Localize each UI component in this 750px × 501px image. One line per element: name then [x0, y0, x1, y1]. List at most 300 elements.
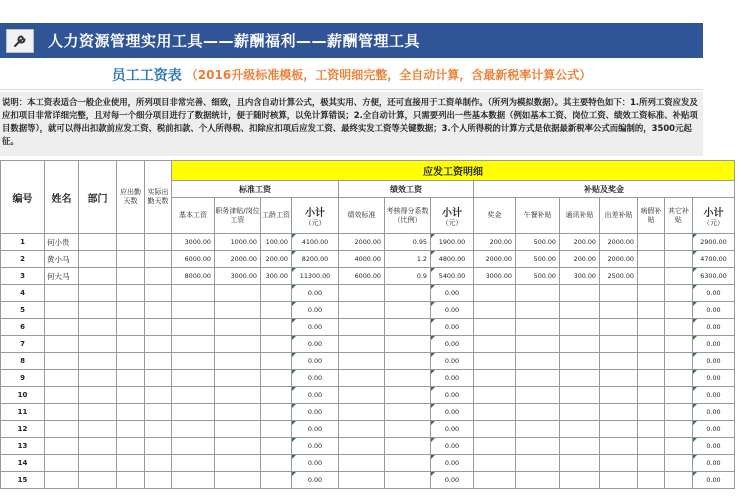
cell-name[interactable] [45, 319, 79, 336]
cell-sub1[interactable]: 4100.00 [292, 234, 339, 251]
cell-sub2[interactable]: 0.00 [431, 319, 474, 336]
cell-lunch[interactable] [516, 370, 560, 387]
cell-tel[interactable] [560, 370, 600, 387]
cell-act[interactable] [145, 370, 172, 387]
cell-sen[interactable] [261, 285, 292, 302]
cell-sub2[interactable]: 1900.00 [431, 234, 474, 251]
cell-base[interactable] [172, 455, 215, 472]
cell-sub3[interactable]: 2900.00 [693, 234, 735, 251]
cell-act[interactable] [145, 472, 172, 489]
cell-bonus[interactable] [474, 404, 516, 421]
cell-dept[interactable] [79, 421, 117, 438]
cell-tel[interactable] [560, 302, 600, 319]
cell-sub3[interactable]: 0.00 [693, 404, 735, 421]
cell-trav[interactable] [600, 387, 638, 404]
cell-ratio[interactable] [385, 285, 431, 302]
cell-bonus[interactable] [474, 370, 516, 387]
cell-bonus[interactable] [474, 472, 516, 489]
cell-pos[interactable] [215, 302, 261, 319]
cell-tel[interactable] [560, 353, 600, 370]
cell-sick[interactable] [638, 234, 665, 251]
cell-sub3[interactable]: 6300.00 [693, 268, 735, 285]
cell-act[interactable] [145, 404, 172, 421]
cell-sub2[interactable]: 0.00 [431, 472, 474, 489]
cell-pos[interactable] [215, 370, 261, 387]
header-actual-days: 实际出勤天数 [145, 161, 172, 234]
cell-no[interactable]: 13 [1, 438, 45, 455]
cell-pstd[interactable] [339, 302, 385, 319]
cell-pos[interactable]: 1000.00 [215, 234, 261, 251]
cell-dept[interactable] [79, 404, 117, 421]
cell-sub1[interactable]: 0.00 [292, 353, 339, 370]
cell-trav[interactable]: 2000.00 [600, 251, 638, 268]
cell-name[interactable] [45, 285, 79, 302]
cell-ratio[interactable]: 1.2 [385, 251, 431, 268]
cell-bonus[interactable] [474, 319, 516, 336]
cell-sub3[interactable]: 0.00 [693, 353, 735, 370]
cell-lunch[interactable] [516, 302, 560, 319]
cell-act[interactable] [145, 387, 172, 404]
cell-pstd[interactable]: 4000.00 [339, 251, 385, 268]
table-row [1, 319, 735, 336]
cell-pstd[interactable] [339, 472, 385, 489]
cell-name[interactable] [45, 353, 79, 370]
cell-act[interactable] [145, 302, 172, 319]
cell-base[interactable]: 6000.00 [172, 251, 215, 268]
cell-due[interactable] [117, 353, 145, 370]
cell-trav[interactable] [600, 285, 638, 302]
cell-sub1[interactable]: 0.00 [292, 472, 339, 489]
cell-base[interactable] [172, 438, 215, 455]
cell-pos[interactable] [215, 438, 261, 455]
cell-due[interactable] [117, 285, 145, 302]
cell-no[interactable]: 15 [1, 472, 45, 489]
cell-sub3[interactable]: 0.00 [693, 319, 735, 336]
cell-sub1[interactable]: 11300.00 [292, 268, 339, 285]
cell-sen[interactable] [261, 404, 292, 421]
cell-ratio[interactable] [385, 387, 431, 404]
cell-other[interactable] [665, 302, 693, 319]
cell-sick[interactable] [638, 404, 665, 421]
cell-lunch[interactable] [516, 285, 560, 302]
cell-sub1[interactable]: 0.00 [292, 302, 339, 319]
subtotal-unit: （元） [441, 218, 463, 227]
cell-sub2[interactable]: 0.00 [431, 438, 474, 455]
cell-sick[interactable] [638, 353, 665, 370]
cell-sick[interactable] [638, 421, 665, 438]
cell-ratio[interactable] [385, 455, 431, 472]
cell-trav[interactable] [600, 438, 638, 455]
cell-ratio[interactable] [385, 353, 431, 370]
cell-pstd[interactable] [339, 285, 385, 302]
cell-sub2[interactable]: 5400.00 [431, 268, 474, 285]
cell-pstd[interactable] [339, 404, 385, 421]
sub-subtotal-2 [431, 198, 474, 234]
cell-bonus[interactable] [474, 336, 516, 353]
cell-sick[interactable] [638, 455, 665, 472]
cell-tel[interactable] [560, 438, 600, 455]
cell-due[interactable] [117, 421, 145, 438]
cell-no[interactable]: 2 [1, 251, 45, 268]
cell-sub3[interactable]: 0.00 [693, 336, 735, 353]
cell-sub3[interactable]: 0.00 [693, 370, 735, 387]
cell-tel[interactable] [560, 421, 600, 438]
cell-ratio[interactable] [385, 370, 431, 387]
cell-dept[interactable] [79, 370, 117, 387]
cell-ratio[interactable]: 0.9 [385, 268, 431, 285]
cell-name[interactable] [45, 370, 79, 387]
cell-pstd[interactable] [339, 353, 385, 370]
cell-no[interactable]: 11 [1, 404, 45, 421]
cell-no[interactable]: 1 [1, 234, 45, 251]
cell-lunch[interactable] [516, 421, 560, 438]
cell-other[interactable] [665, 353, 693, 370]
cell-sub2[interactable]: 0.00 [431, 336, 474, 353]
cell-name[interactable] [45, 336, 79, 353]
cell-due[interactable] [117, 472, 145, 489]
cell-bonus[interactable] [474, 455, 516, 472]
cell-no[interactable]: 4 [1, 285, 45, 302]
cell-pos[interactable] [215, 421, 261, 438]
cell-lunch[interactable] [516, 319, 560, 336]
cell-trav[interactable] [600, 421, 638, 438]
cell-trav[interactable] [600, 302, 638, 319]
cell-bonus[interactable]: 2000.00 [474, 251, 516, 268]
cell-no[interactable]: 8 [1, 353, 45, 370]
cell-tel[interactable] [560, 319, 600, 336]
cell-base[interactable] [172, 421, 215, 438]
cell-sick[interactable] [638, 268, 665, 285]
cell-pos[interactable] [215, 319, 261, 336]
cell-sen[interactable] [261, 336, 292, 353]
cell-sen[interactable] [261, 472, 292, 489]
cell-sub3[interactable]: 0.00 [693, 472, 735, 489]
cell-other[interactable] [665, 336, 693, 353]
cell-lunch[interactable] [516, 404, 560, 421]
cell-name[interactable]: 何大马 [45, 268, 79, 285]
cell-sub2[interactable]: 0.00 [431, 455, 474, 472]
cell-pos[interactable]: 3000.00 [215, 268, 261, 285]
table-row [1, 472, 735, 489]
cell-sub2[interactable]: 0.00 [431, 302, 474, 319]
cell-trav[interactable] [600, 353, 638, 370]
cell-name[interactable] [45, 472, 79, 489]
table-row [1, 353, 735, 370]
cell-pstd[interactable]: 6000.00 [339, 268, 385, 285]
cell-dept[interactable] [79, 319, 117, 336]
cell-act[interactable] [145, 285, 172, 302]
sheet-title: 员工工资表 [111, 67, 182, 84]
cell-no[interactable]: 3 [1, 268, 45, 285]
cell-other[interactable] [665, 404, 693, 421]
cell-sen[interactable] [261, 353, 292, 370]
cell-sen[interactable] [261, 319, 292, 336]
cell-act[interactable] [145, 234, 172, 251]
cell-sub3[interactable]: 0.00 [693, 285, 735, 302]
cell-trav[interactable] [600, 370, 638, 387]
cell-no[interactable]: 14 [1, 455, 45, 472]
cell-sen[interactable]: 200.00 [261, 251, 292, 268]
cell-sub2[interactable]: 0.00 [431, 285, 474, 302]
cell-no[interactable]: 5 [1, 302, 45, 319]
cell-other[interactable] [665, 285, 693, 302]
cell-pos[interactable] [215, 387, 261, 404]
cell-sick[interactable] [638, 472, 665, 489]
cell-dept[interactable] [79, 472, 117, 489]
cell-pstd[interactable] [339, 370, 385, 387]
cell-lunch[interactable]: 500.00 [516, 268, 560, 285]
table-row [1, 421, 735, 438]
cell-no[interactable]: 9 [1, 370, 45, 387]
cell-sub2[interactable]: 0.00 [431, 353, 474, 370]
cell-pos[interactable] [215, 285, 261, 302]
cell-ratio[interactable] [385, 302, 431, 319]
cell-sen[interactable]: 300.00 [261, 268, 292, 285]
cell-lunch[interactable] [516, 353, 560, 370]
sheet-title-extra: （2016升级标准模板，工资明细完整，全自动计算，含最新税率计算公式） [185, 68, 592, 82]
cell-name[interactable] [45, 421, 79, 438]
cell-sub2[interactable]: 0.00 [431, 370, 474, 387]
cell-bonus[interactable] [474, 438, 516, 455]
cell-ratio[interactable]: 0.95 [385, 234, 431, 251]
cell-sub3[interactable]: 0.00 [693, 421, 735, 438]
cell-dept[interactable] [79, 302, 117, 319]
cell-sub3[interactable]: 0.00 [693, 387, 735, 404]
cell-act[interactable] [145, 319, 172, 336]
cell-dept[interactable] [79, 387, 117, 404]
cell-lunch[interactable] [516, 472, 560, 489]
cell-trav[interactable] [600, 455, 638, 472]
cell-pos[interactable] [215, 455, 261, 472]
cell-tel[interactable]: 200.00 [560, 251, 600, 268]
cell-act[interactable] [145, 336, 172, 353]
cell-dept[interactable] [79, 285, 117, 302]
cell-sen[interactable] [261, 302, 292, 319]
cell-sub1[interactable]: 8200.00 [292, 251, 339, 268]
cell-other[interactable] [665, 455, 693, 472]
cell-base[interactable] [172, 404, 215, 421]
cell-sick[interactable] [638, 319, 665, 336]
cell-no[interactable]: 6 [1, 319, 45, 336]
cell-ratio[interactable] [385, 421, 431, 438]
cell-pos[interactable] [215, 353, 261, 370]
cell-pstd[interactable]: 2000.00 [339, 234, 385, 251]
cell-sick[interactable] [638, 251, 665, 268]
cell-other[interactable] [665, 319, 693, 336]
cell-due[interactable] [117, 336, 145, 353]
cell-bonus[interactable] [474, 421, 516, 438]
cell-tel[interactable] [560, 336, 600, 353]
cell-lunch[interactable] [516, 336, 560, 353]
cell-tel[interactable]: 300.00 [560, 268, 600, 285]
cell-sub1[interactable]: 0.00 [292, 455, 339, 472]
sub-seniority: 工龄工资 [261, 198, 292, 234]
cell-sen[interactable]: 100.00 [261, 234, 292, 251]
cell-sub1[interactable]: 0.00 [292, 285, 339, 302]
cell-ratio[interactable] [385, 404, 431, 421]
cell-other[interactable] [665, 421, 693, 438]
cell-sub1[interactable]: 0.00 [292, 421, 339, 438]
cell-due[interactable] [117, 302, 145, 319]
cell-pos[interactable] [215, 404, 261, 421]
cell-base[interactable] [172, 472, 215, 489]
cell-due[interactable] [117, 251, 145, 268]
cell-tel[interactable]: 200.00 [560, 234, 600, 251]
cell-base[interactable] [172, 319, 215, 336]
cell-other[interactable] [665, 387, 693, 404]
cell-due[interactable] [117, 455, 145, 472]
cell-tel[interactable] [560, 455, 600, 472]
cell-other[interactable] [665, 251, 693, 268]
cell-sub1[interactable]: 0.00 [292, 336, 339, 353]
cell-pos[interactable] [215, 336, 261, 353]
cell-sub3[interactable]: 0.00 [693, 438, 735, 455]
cell-sick[interactable] [638, 302, 665, 319]
cell-no[interactable]: 10 [1, 387, 45, 404]
cell-dept[interactable] [79, 251, 117, 268]
cell-bonus[interactable]: 3000.00 [474, 268, 516, 285]
cell-sub1[interactable]: 0.00 [292, 438, 339, 455]
cell-other[interactable] [665, 370, 693, 387]
cell-sen[interactable] [261, 455, 292, 472]
cell-lunch[interactable]: 500.00 [516, 251, 560, 268]
cell-trav[interactable] [600, 404, 638, 421]
sub-base: 基本工资 [172, 198, 215, 234]
sub-subtotal-3 [693, 198, 735, 234]
cell-sub1[interactable]: 0.00 [292, 370, 339, 387]
cell-due[interactable] [117, 370, 145, 387]
cell-sub3[interactable]: 4700.00 [693, 251, 735, 268]
cell-sick[interactable] [638, 387, 665, 404]
section-standard: 标准工资 [172, 181, 339, 198]
cell-bonus[interactable] [474, 302, 516, 319]
cell-lunch[interactable] [516, 387, 560, 404]
cell-due[interactable] [117, 404, 145, 421]
cell-trav[interactable]: 2000.00 [600, 234, 638, 251]
cell-sub2[interactable]: 0.00 [431, 387, 474, 404]
cell-ratio[interactable] [385, 336, 431, 353]
cell-pstd[interactable] [339, 319, 385, 336]
cell-sub3[interactable]: 0.00 [693, 455, 735, 472]
cell-act[interactable] [145, 268, 172, 285]
cell-tel[interactable] [560, 285, 600, 302]
cell-sub1[interactable]: 0.00 [292, 319, 339, 336]
cell-pstd[interactable] [339, 336, 385, 353]
cell-no[interactable]: 12 [1, 421, 45, 438]
cell-name[interactable] [45, 387, 79, 404]
cell-sub2[interactable]: 0.00 [431, 421, 474, 438]
cell-sub2[interactable]: 0.00 [431, 404, 474, 421]
cell-no[interactable]: 7 [1, 336, 45, 353]
cell-trav[interactable] [600, 472, 638, 489]
cell-pstd[interactable] [339, 455, 385, 472]
cell-due[interactable] [117, 438, 145, 455]
cell-sen[interactable] [261, 421, 292, 438]
cell-due[interactable] [117, 234, 145, 251]
cell-base[interactable] [172, 370, 215, 387]
cell-sen[interactable] [261, 370, 292, 387]
cell-sub2[interactable]: 4800.00 [431, 251, 474, 268]
cell-other[interactable] [665, 234, 693, 251]
cell-sub3[interactable]: 0.00 [693, 302, 735, 319]
cell-dept[interactable] [79, 353, 117, 370]
cell-dept[interactable] [79, 455, 117, 472]
cell-act[interactable] [145, 251, 172, 268]
cell-name[interactable] [45, 404, 79, 421]
cell-other[interactable] [665, 268, 693, 285]
cell-ratio[interactable] [385, 319, 431, 336]
cell-pos[interactable] [215, 472, 261, 489]
cell-ratio[interactable] [385, 472, 431, 489]
cell-trav[interactable]: 2500.00 [600, 268, 638, 285]
cell-dept[interactable] [79, 336, 117, 353]
cell-sick[interactable] [638, 370, 665, 387]
cell-name[interactable]: 黄小马 [45, 251, 79, 268]
header-dept: 部门 [79, 161, 117, 234]
cell-sen[interactable] [261, 387, 292, 404]
cell-dept[interactable] [79, 268, 117, 285]
cell-dept[interactable] [79, 438, 117, 455]
table-row [1, 336, 735, 353]
cell-pstd[interactable] [339, 421, 385, 438]
cell-bonus[interactable] [474, 285, 516, 302]
cell-tel[interactable] [560, 404, 600, 421]
cell-pos[interactable]: 2000.00 [215, 251, 261, 268]
cell-base[interactable]: 3000.00 [172, 234, 215, 251]
cell-due[interactable] [117, 319, 145, 336]
cell-bonus[interactable] [474, 353, 516, 370]
cell-name[interactable]: 何小贵 [45, 234, 79, 251]
cell-lunch[interactable] [516, 438, 560, 455]
cell-sub1[interactable]: 0.00 [292, 404, 339, 421]
cell-base[interactable]: 8000.00 [172, 268, 215, 285]
cell-dept[interactable] [79, 234, 117, 251]
cell-trav[interactable] [600, 319, 638, 336]
cell-sick[interactable] [638, 285, 665, 302]
cell-tel[interactable] [560, 472, 600, 489]
cell-act[interactable] [145, 353, 172, 370]
cell-base[interactable] [172, 353, 215, 370]
cell-other[interactable] [665, 438, 693, 455]
cell-lunch[interactable] [516, 455, 560, 472]
cell-bonus[interactable]: 200.00 [474, 234, 516, 251]
cell-sick[interactable] [638, 336, 665, 353]
cell-ratio[interactable] [385, 438, 431, 455]
cell-sick[interactable] [638, 438, 665, 455]
cell-lunch[interactable]: 500.00 [516, 234, 560, 251]
cell-act[interactable] [145, 438, 172, 455]
cell-base[interactable] [172, 302, 215, 319]
cell-base[interactable] [172, 336, 215, 353]
cell-sen[interactable] [261, 438, 292, 455]
cell-pstd[interactable] [339, 387, 385, 404]
cell-name[interactable] [45, 302, 79, 319]
cell-base[interactable] [172, 387, 215, 404]
cell-sub1[interactable]: 0.00 [292, 387, 339, 404]
cell-due[interactable] [117, 387, 145, 404]
cell-other[interactable] [665, 472, 693, 489]
cell-due[interactable] [117, 268, 145, 285]
cell-act[interactable] [145, 455, 172, 472]
cell-tel[interactable] [560, 387, 600, 404]
cell-name[interactable] [45, 438, 79, 455]
cell-name[interactable] [45, 455, 79, 472]
cell-pstd[interactable] [339, 438, 385, 455]
cell-bonus[interactable] [474, 387, 516, 404]
cell-base[interactable] [172, 285, 215, 302]
cell-act[interactable] [145, 421, 172, 438]
cell-trav[interactable] [600, 336, 638, 353]
